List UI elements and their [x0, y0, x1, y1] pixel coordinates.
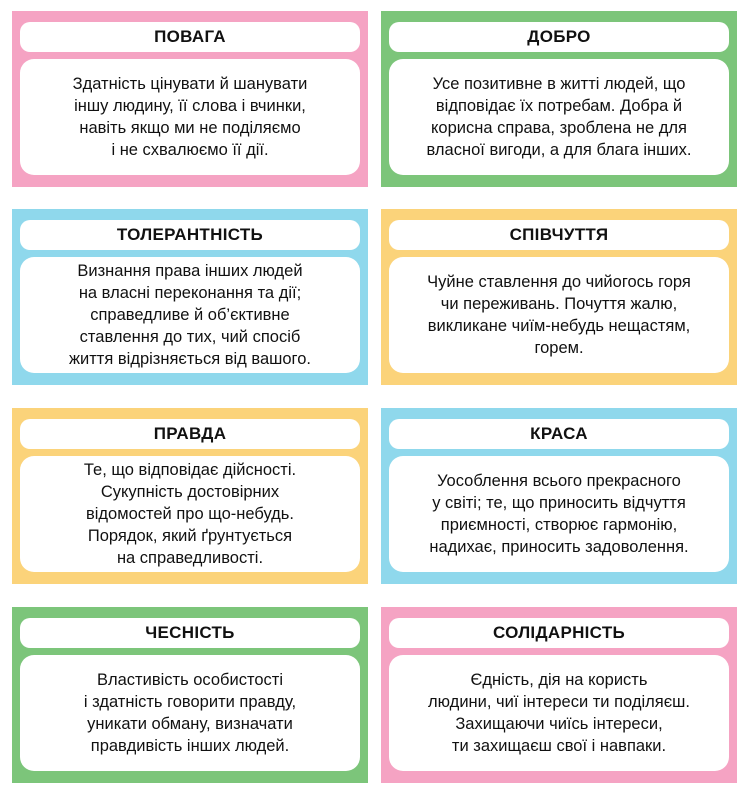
card-povaha	[12, 11, 368, 187]
description-line: власної вигоди, а для блага інших.	[426, 141, 692, 159]
description-line: уникати обману, визначати	[87, 715, 293, 733]
description-line: Чуйне ставлення до чийогось горя	[427, 273, 691, 291]
description-line: чи переживань. Почуття жалю,	[440, 295, 678, 313]
description-line: на власні переконання та дії;	[78, 284, 302, 302]
card-description	[389, 655, 729, 771]
card-tolerantnist	[12, 209, 368, 385]
description-line: правдивість інших людей.	[90, 737, 290, 755]
description-line: горем.	[534, 339, 584, 357]
card-solidarnist	[381, 607, 737, 783]
description-line: відомостей про що-небудь.	[85, 505, 294, 523]
card-chesnist	[12, 607, 368, 783]
card-description	[20, 257, 360, 373]
description-line: відповідає їх потребам. Добра й	[435, 97, 683, 115]
description-line: і здатність говорити правду,	[83, 693, 297, 711]
card-pravda	[12, 408, 368, 584]
card-description	[20, 59, 360, 175]
card-title: ПРАВДА	[20, 419, 360, 449]
description-line: Властивість особистості	[97, 671, 283, 689]
description-line: Сукупність достовірних	[100, 483, 280, 501]
description-line: Захищаючи чиїсь інтереси,	[455, 715, 663, 733]
description-line: приємності, створює гармонію,	[440, 516, 678, 534]
card-description	[389, 59, 729, 175]
description-line: Те, що відповідає дійсності.	[83, 461, 297, 479]
description-line: ти захищаєш свої і навпаки.	[451, 737, 667, 755]
description-line: Порядок, який ґрунтується	[87, 527, 293, 545]
description-line: на справедливості.	[116, 549, 264, 567]
card-description	[20, 655, 360, 771]
description-line: ставлення до тих, чий спосіб	[79, 328, 301, 346]
description-line: і не схвалюємо її дії.	[111, 141, 269, 159]
card-title: ДОБРО	[389, 22, 729, 52]
description-line: життя відрізняється від вашого.	[69, 350, 311, 368]
card-description	[389, 257, 729, 373]
card-title: ПОВАГА	[20, 22, 360, 52]
description-line: людини, чиї інтереси ти поділяєш.	[428, 693, 690, 711]
description-line: корисна справа, зроблена не для	[431, 119, 687, 137]
description-line: Уособлення всього прекрасного	[437, 472, 681, 490]
description-line: надихає, приносить задоволення.	[429, 538, 689, 556]
card-title: ЧЕСНІСТЬ	[20, 618, 360, 648]
description-line: навіть якщо ми не поділяємо	[79, 119, 301, 137]
card-title: СПІВЧУТТЯ	[389, 220, 729, 250]
card-description	[389, 456, 729, 572]
card-title: ТОЛЕРАНТНІСТЬ	[20, 220, 360, 250]
card-title: КРАСА	[389, 419, 729, 449]
description-line: Здатність цінувати й шанувати	[72, 75, 308, 93]
description-line: Усе позитивне в житті людей, що	[432, 75, 686, 93]
description-line: справедливе й об’єктивне	[90, 306, 290, 324]
card-dobro	[381, 11, 737, 187]
card-title: СОЛІДАРНІСТЬ	[389, 618, 729, 648]
description-line: викликане чиїм-небудь нещастям,	[427, 317, 691, 335]
description-line: Єдність, дія на користь	[470, 671, 648, 689]
description-line: Визнання права інших людей	[77, 262, 303, 280]
card-spivchuttia	[381, 209, 737, 385]
description-line: у світі; те, що приносить відчуття	[432, 494, 686, 512]
description-line: іншу людину, її слова і вчинки,	[74, 97, 306, 115]
card-krasa	[381, 408, 737, 584]
card-description	[20, 456, 360, 572]
